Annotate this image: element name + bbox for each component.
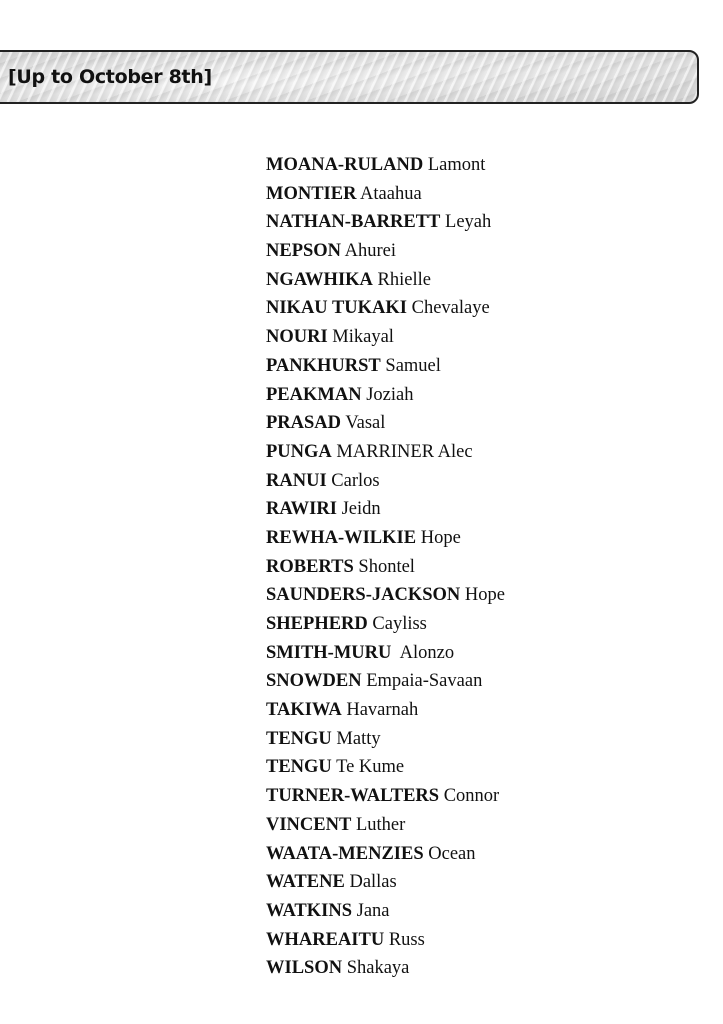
given-name: Havarnah (341, 700, 419, 721)
given-name: Ataahua (356, 183, 422, 204)
surname: NATHAN-BARRETT (266, 212, 441, 233)
given-name: MARRINER Alec (331, 441, 473, 462)
list-item (266, 753, 505, 782)
list-item (266, 639, 505, 668)
given-name: Te Kume (331, 757, 405, 778)
given-name: Jeidn (336, 499, 381, 520)
given-name: Lamont (423, 155, 486, 175)
list-item (266, 237, 505, 266)
surname: PANKHURST (266, 355, 381, 376)
surname: PUNGA (266, 441, 332, 462)
given-name: Alonzo (391, 642, 455, 663)
surname: TENGU (266, 757, 332, 778)
given-name: Hope (460, 585, 505, 606)
list-item (266, 811, 505, 840)
list-item (266, 208, 505, 237)
given-name: Shakaya (342, 958, 410, 979)
given-name: Samuel (380, 355, 441, 376)
given-name: Russ (384, 929, 425, 950)
list-item (266, 352, 505, 381)
surname: ROBERTS (266, 556, 354, 577)
given-name: Hope (416, 527, 461, 548)
given-name: Joziah (361, 384, 414, 405)
surname: NEPSON (266, 241, 342, 262)
list-item (266, 696, 505, 725)
list-item (266, 868, 505, 897)
list-item (266, 897, 505, 926)
surname: RANUI (266, 470, 327, 491)
list-item (266, 840, 505, 869)
surname: NOURI (266, 327, 328, 348)
list-item (266, 294, 505, 323)
list-item (266, 926, 505, 955)
surname: PRASAD (266, 413, 342, 434)
surname: REWHA-WILKIE (266, 527, 417, 548)
surname: WATKINS (266, 900, 353, 921)
surname: MOANA-RULAND (266, 155, 424, 175)
surname: WHAREAITU (266, 929, 385, 950)
given-name: Ocean (423, 843, 476, 864)
surname: WAATA-MENZIES (266, 843, 424, 864)
given-name: Shontel (353, 556, 415, 577)
surname: TENGU (266, 728, 332, 749)
surname: VINCENT (266, 814, 352, 835)
list-item (266, 495, 505, 524)
given-name: Chevalaye (407, 298, 490, 319)
surname: SAUNDERS-JACKSON (266, 585, 461, 606)
given-name: Empaia-Savaan (361, 671, 483, 692)
surname: PEAKMAN (266, 384, 362, 405)
given-name: Carlos (326, 470, 380, 491)
surname: SNOWDEN (266, 671, 362, 692)
list-item (266, 381, 505, 410)
surname: SMITH-MURU (266, 642, 392, 663)
list-item (266, 266, 505, 295)
given-name: Mikayal (327, 327, 394, 348)
given-name: Rhielle (372, 269, 431, 290)
list-item (266, 782, 505, 811)
list-item (266, 151, 505, 180)
list-item (266, 524, 505, 553)
given-name: Jana (352, 900, 390, 921)
list-item (266, 667, 505, 696)
list-item (266, 467, 505, 496)
list-item (266, 323, 505, 352)
surname: NIKAU TUKAKI (266, 298, 407, 319)
list-item (266, 725, 505, 754)
given-name: Vasal (341, 413, 386, 434)
surname: RAWIRI (266, 499, 337, 520)
given-name: Cayliss (367, 614, 427, 634)
list-item (266, 954, 505, 983)
name-list (266, 151, 505, 983)
surname: SHEPHERD (266, 614, 368, 634)
list-item (266, 409, 505, 438)
list-item (266, 438, 505, 467)
given-name: Ahurei (341, 241, 397, 262)
list-item (266, 553, 505, 582)
given-name: Connor (439, 786, 500, 807)
given-name: Dallas (344, 872, 397, 893)
surname: NGAWHIKA (266, 269, 373, 290)
surname: WILSON (266, 958, 343, 979)
list-item (266, 581, 505, 610)
list-item (266, 180, 505, 209)
surname: TURNER-WALTERS (266, 786, 440, 807)
list-item (266, 610, 505, 639)
surname: TAKIWA (266, 700, 342, 721)
given-name: Luther (351, 814, 406, 835)
given-name: Matty (331, 728, 381, 749)
page-title: [Up to October 8th] (8, 66, 212, 88)
surname: MONTIER (266, 183, 357, 204)
given-name: Leyah (440, 212, 492, 233)
surname: WATENE (266, 872, 345, 893)
